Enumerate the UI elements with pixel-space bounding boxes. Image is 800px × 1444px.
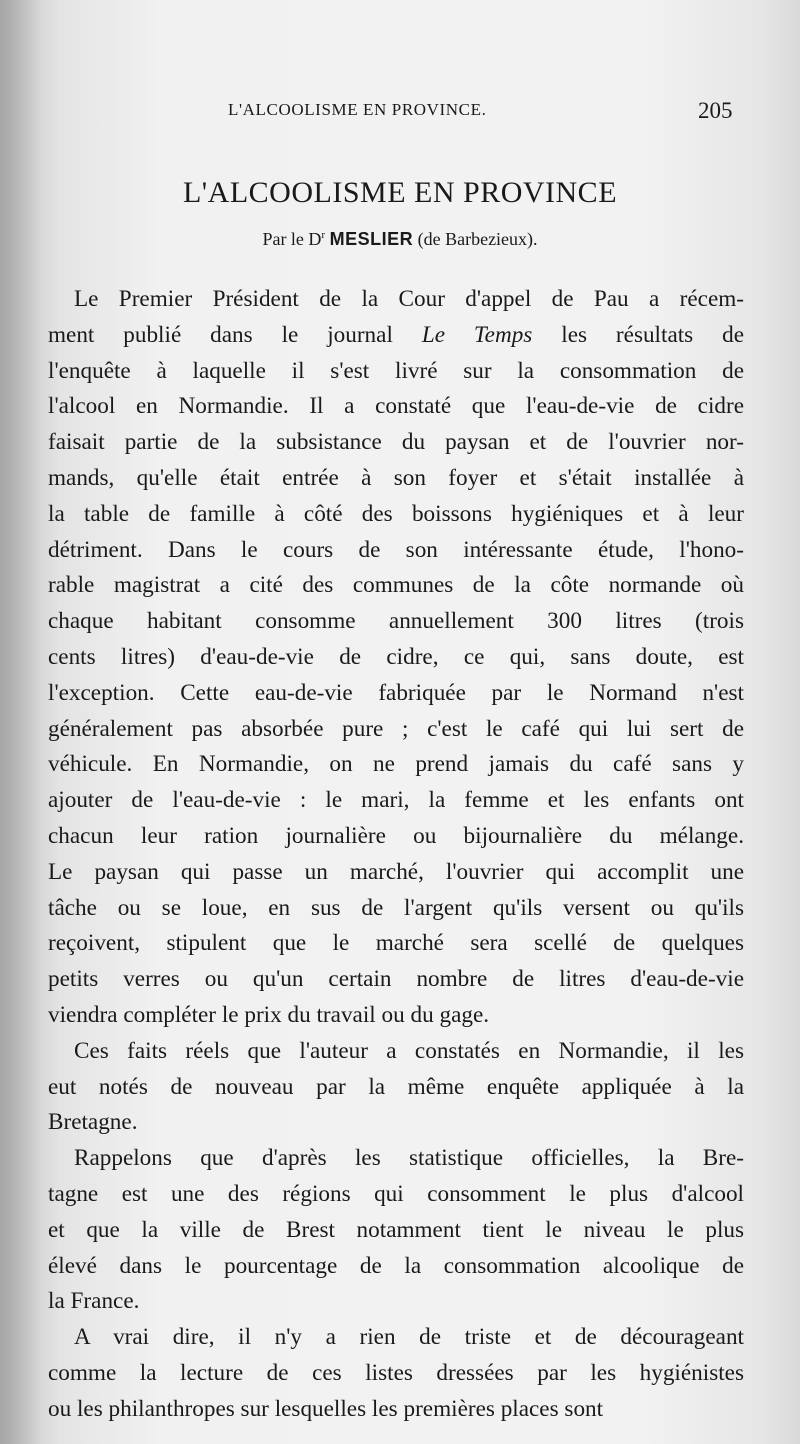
article-body — [48, 282, 744, 1428]
text-line: reçoivent, stipulent que le marché sera scellé de quelques — [48, 930, 744, 957]
paragraph — [48, 1320, 744, 1427]
paragraph — [48, 1034, 744, 1141]
paragraph — [48, 282, 744, 1034]
text-line: élevé dans le pourcentage de la consommation alcoolique de — [48, 1252, 744, 1279]
text-line: mands, qu'elle était entrée à son foyer et s'était installée à — [48, 464, 744, 491]
text-line: chacun leur ration journalière ou bijournalière du mélange. — [48, 822, 744, 849]
text-line: cents litres) d'eau-de-vie de cidre, ce qui, sans doute, est — [48, 643, 744, 670]
text-line: ajouter de l'eau-de-vie : le mari, la femme et les enfants ont — [48, 787, 744, 814]
text-line: et que la ville de Brest notamment tient le niveau le plus — [48, 1216, 744, 1243]
byline-prefix: Par le D — [262, 229, 322, 249]
text-line: Rappelons que d'après les statistique officielles, la Bre- — [74, 1145, 744, 1172]
byline-author: MESLIER — [329, 229, 414, 249]
byline-suffix: (de Barbezieux). — [417, 229, 538, 249]
text-line: eut notés de nouveau par la même enquête appliquée à la — [48, 1073, 744, 1100]
byline — [0, 229, 800, 250]
text-line: l'enquête à laquelle il s'est livré sur la consommation de — [48, 357, 744, 384]
text-line: faisait partie de la subsistance du paysan et de l'ouvrier nor- — [48, 429, 744, 456]
text-line: ment publié dans le journal Le Temps les résultats de — [48, 321, 744, 348]
text-line: tâche ou se loue, en sus de l'argent qu'ils versent ou qu'ils — [48, 894, 744, 921]
newspaper-title: Le Temps — [421, 321, 533, 348]
text-line: généralement pas absorbée pure ; c'est le café qui lui sert de — [48, 715, 744, 742]
text-line: comme la lecture de ces listes dressées par les hygiénistes — [48, 1359, 744, 1386]
text-line: l'exception. Cette eau-de-vie fabriquée par le Normand n'est — [48, 679, 744, 706]
byline-sup: r — [321, 229, 326, 241]
text-line: Le paysan qui passe un marché, l'ouvrier qui accomplit une — [48, 858, 744, 885]
text-line: petits verres ou qu'un certain nombre de litres d'eau-de-vie — [48, 966, 744, 993]
gutter-shadow — [0, 0, 40, 1444]
text-line: Ces faits réels que l'auteur a constatés en Normandie, il les — [74, 1037, 744, 1064]
text-line: l'alcool en Normandie. Il a constaté que l'eau-de-vie de cidre — [48, 393, 744, 420]
text-line: A vrai dire, il n'y a rien de triste et de décourageant — [74, 1324, 744, 1351]
text-line: ou les philanthropes sur lesquelles les premières places sont — [48, 1395, 604, 1422]
running-title: L'ALCOOLISME EN PROVINCE. — [228, 100, 487, 119]
text-line: la France. — [48, 1288, 140, 1315]
article-title: L'ALCOOLISME EN PROVINCE — [182, 176, 618, 209]
text-line: viendra compléter le prix du travail ou du gage. — [48, 1001, 490, 1028]
text-line: rable magistrat a cité des communes de la côte normande où — [48, 572, 744, 599]
running-head — [0, 100, 800, 130]
text-line: chaque habitant consomme annuellement 300 litres (trois — [48, 608, 744, 635]
text-line: détriment. Dans le cours de son intéressante étude, l'hono- — [48, 536, 744, 563]
text-line: Le Premier Président de la Cour d'appel de Pau a récem- — [74, 286, 744, 312]
text-line: la table de famille à côté des boissons hygiéniques et à leur — [48, 500, 744, 527]
page-number: 205 — [698, 98, 733, 123]
paragraph — [48, 1141, 744, 1320]
text-line: véhicule. En Normandie, on ne prend jamais du café sans y — [48, 751, 744, 778]
text-line: Bretagne. — [48, 1109, 138, 1136]
text-line: tagne est une des régions qui consomment le plus d'alcool — [48, 1180, 744, 1207]
